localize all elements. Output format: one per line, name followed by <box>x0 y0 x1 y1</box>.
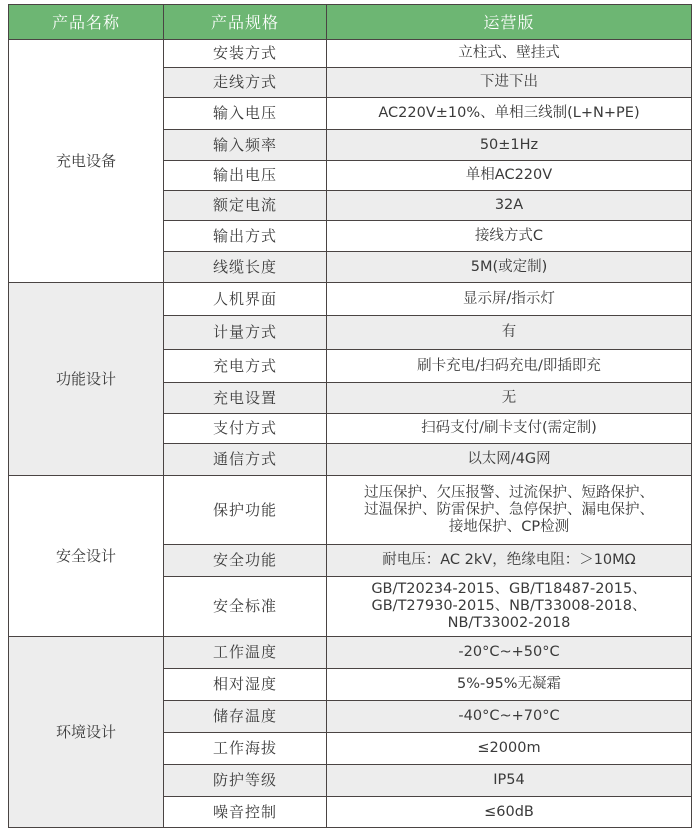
header-product-name: 产品名称 <box>9 5 164 40</box>
spec-name: 输入电压 <box>164 98 327 130</box>
value-line: 过温保护、防雷保护、急停保护、漏电保护、 <box>364 501 654 518</box>
group-charging-equipment: 充电设备 <box>9 40 164 283</box>
spec-name: 防护等级 <box>164 765 327 797</box>
spec-name: 储存温度 <box>164 701 327 733</box>
spec-value: -40°C~+70°C <box>327 701 692 733</box>
product-spec-table <box>8 4 692 828</box>
spec-name: 走线方式 <box>164 68 327 98</box>
spec-name: 工作海拔 <box>164 733 327 765</box>
spec-value: 50±1Hz <box>327 130 692 161</box>
value-line: NB/T33002-2018 <box>447 615 571 631</box>
spec-name: 计量方式 <box>164 316 327 350</box>
header-edition: 运营版 <box>327 5 692 40</box>
spec-value-multiline <box>327 476 692 545</box>
spec-name: 充电方式 <box>164 350 327 383</box>
spec-value: ≤2000m <box>327 733 692 765</box>
group-environment-design: 环境设计 <box>9 637 164 828</box>
spec-value: 下进下出 <box>327 68 692 98</box>
table-row <box>9 40 692 68</box>
spec-name: 充电设置 <box>164 383 327 414</box>
table-row <box>9 637 692 669</box>
spec-name: 工作温度 <box>164 637 327 669</box>
spec-name: 支付方式 <box>164 414 327 444</box>
spec-name: 人机界面 <box>164 283 327 316</box>
spec-value: 5%-95%无凝霜 <box>327 669 692 701</box>
value-line: GB/T20234-2015、GB/T18487-2015、 <box>371 581 647 597</box>
table-row <box>9 476 692 545</box>
spec-name: 安全功能 <box>164 545 327 577</box>
value-line: GB/T27930-2015、NB/T33008-2018、 <box>371 598 647 614</box>
header-product-spec: 产品规格 <box>164 5 327 40</box>
spec-value: 显示屏/指示灯 <box>327 283 692 316</box>
spec-value: IP54 <box>327 765 692 797</box>
spec-value: 32A <box>327 191 692 221</box>
spec-name: 安装方式 <box>164 40 327 68</box>
spec-value: 无 <box>327 383 692 414</box>
spec-value: -20°C~+50°C <box>327 637 692 669</box>
spec-name: 保护功能 <box>164 476 327 545</box>
spec-name: 相对湿度 <box>164 669 327 701</box>
group-safety-design: 安全设计 <box>9 476 164 637</box>
spec-name: 输出电压 <box>164 161 327 191</box>
spec-value-multiline <box>327 577 692 637</box>
spec-value: 单相AC220V <box>327 161 692 191</box>
table-header <box>9 5 692 40</box>
spec-name: 额定电流 <box>164 191 327 221</box>
spec-value: 立柱式、壁挂式 <box>327 40 692 68</box>
spec-value: 耐电压：AC 2kV，绝缘电阻：＞10MΩ <box>327 545 692 577</box>
spec-value: 刷卡充电/扫码充电/即插即充 <box>327 350 692 383</box>
table-row <box>9 283 692 316</box>
spec-value: 以太网/4G网 <box>327 444 692 476</box>
spec-value: AC220V±10%、单相三线制(L+N+PE) <box>327 98 692 130</box>
spec-name: 输出方式 <box>164 221 327 252</box>
spec-value: 5M(或定制) <box>327 252 692 283</box>
spec-name: 输入频率 <box>164 130 327 161</box>
spec-name: 通信方式 <box>164 444 327 476</box>
value-line: 过压保护、欠压报警、过流保护、短路保护、 <box>364 484 654 501</box>
spec-name: 安全标准 <box>164 577 327 637</box>
spec-name: 噪音控制 <box>164 797 327 828</box>
spec-value: 有 <box>327 316 692 350</box>
spec-value: 接线方式C <box>327 221 692 252</box>
value-line: 接地保护、CP检测 <box>448 518 570 535</box>
spec-value: ≤60dB <box>327 797 692 828</box>
spec-value: 扫码支付/刷卡支付(需定制) <box>327 414 692 444</box>
spec-name: 线缆长度 <box>164 252 327 283</box>
group-function-design: 功能设计 <box>9 283 164 476</box>
